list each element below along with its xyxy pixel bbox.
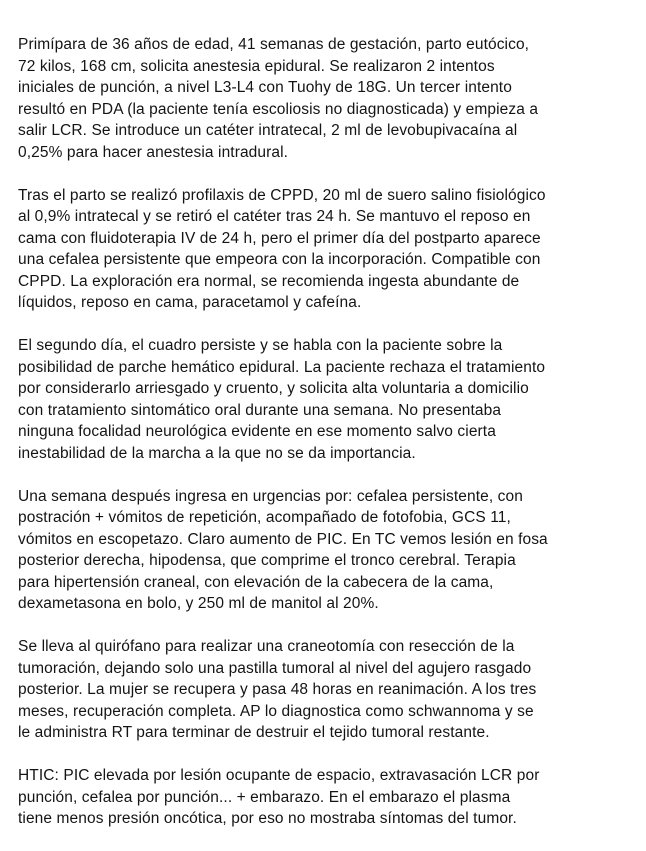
text-line: al 0,9% intratecal y se retiró el catéter tras 24 h. Se mantuvo el reposo en [18, 208, 531, 225]
text-line: postración + vómitos de repetición, acompañado de fotofobia, GCS 11, [18, 509, 511, 526]
paragraph-htic-summary [18, 765, 638, 830]
text-line: una cefalea persistente que empeora con la incorporación. Compatible con [18, 251, 541, 268]
text-line: para hipertensión craneal, con elevación de la cabecera de la cama, [18, 573, 494, 591]
text-line: vómitos en escopetazo. Claro aumento de PIC. En TC vemos lesión en fosa [18, 530, 548, 548]
paragraph-postpartum [18, 185, 638, 314]
text-line: líquidos, reposo en cama, paracetamol y cafeína. [18, 294, 362, 311]
text-line: ninguna focalidad neurológica evidente en ese momento salvo cierta [18, 423, 496, 440]
text-line: dexametasona en bolo, y 250 ml de manitol al 20%. [18, 595, 379, 612]
text-line: 0,25% para hacer anestesia intradural. [18, 143, 289, 161]
text-line: tiene menos presión oncótica, por eso no mostraba síntomas del tumor. [18, 810, 517, 827]
text-line: punción, cefalea por punción... + embarazo. En el embarazo el plasma [18, 788, 511, 806]
text-line: posterior. La mujer se recupera y pasa 48 horas en reanimación. A los tres [18, 681, 537, 698]
text-line: salir LCR. Se introduce un catéter intratecal, 2 ml de levobupivacaína al [18, 122, 518, 139]
text-line: Se lleva al quirófano para realizar una craneotomía con resección de la [18, 638, 515, 655]
text-line: tumoración, dejando solo una pastilla tumoral al nivel del agujero rasgado [18, 659, 532, 677]
text-line: inestabilidad de la marcha a la que no se da importancia. [18, 444, 416, 462]
text-line: le administra RT para terminar de destruir el tejido tumoral restante. [18, 724, 490, 741]
text-line: cama con fluidoterapia IV de 24 h, pero el primer día del postparto aparece [18, 229, 541, 247]
document-body [18, 34, 638, 851]
text-line: resultó en PDA (la paciente tenía escoliosis no diagnosticada) y empieza a [18, 100, 539, 118]
paragraph-case-presentation [18, 34, 638, 163]
paragraph-emergency [18, 486, 638, 615]
text-line: CPPD. La exploración era normal, se recomienda ingesta abundante de [18, 272, 520, 290]
text-line: Tras el parto se realizó profilaxis de CPPD, 20 ml de suero salino fisiológico [18, 186, 546, 204]
text-line: Una semana después ingresa en urgencias por: cefalea persistente, con [18, 487, 523, 505]
text-line: 72 kilos, 168 cm, solicita anestesia epidural. Se realizaron 2 intentos [18, 57, 495, 75]
paragraph-surgery [18, 636, 638, 744]
text-line: por considerarlo arriesgado y cruento, y solicita alta voluntaria a domicilio [18, 380, 529, 397]
text-line: posibilidad de parche hemático epidural. La paciente rechaza el tratamiento [18, 358, 546, 376]
text-line: posterior derecha, hipodensa, que comprime el tronco cerebral. Terapia [18, 552, 516, 569]
text-line: Primípara de 36 años de edad, 41 semanas de gestación, parto eutócico, [18, 36, 530, 53]
text-line: meses, recuperación completa. AP lo diagnostica como schwannoma y se [18, 702, 534, 720]
text-line: con tratamiento sintomático oral durante una semana. No presentaba [18, 401, 502, 419]
text-line: El segundo día, el cuadro persiste y se habla con la paciente sobre la [18, 337, 503, 354]
text-line: iniciales de punción, a nivel L3-L4 con Tuohy de 18G. Un tercer intento [18, 79, 512, 96]
text-line: HTIC: PIC elevada por lesión ocupante de espacio, extravasación LCR por [18, 767, 540, 784]
paragraph-second-day [18, 335, 638, 464]
